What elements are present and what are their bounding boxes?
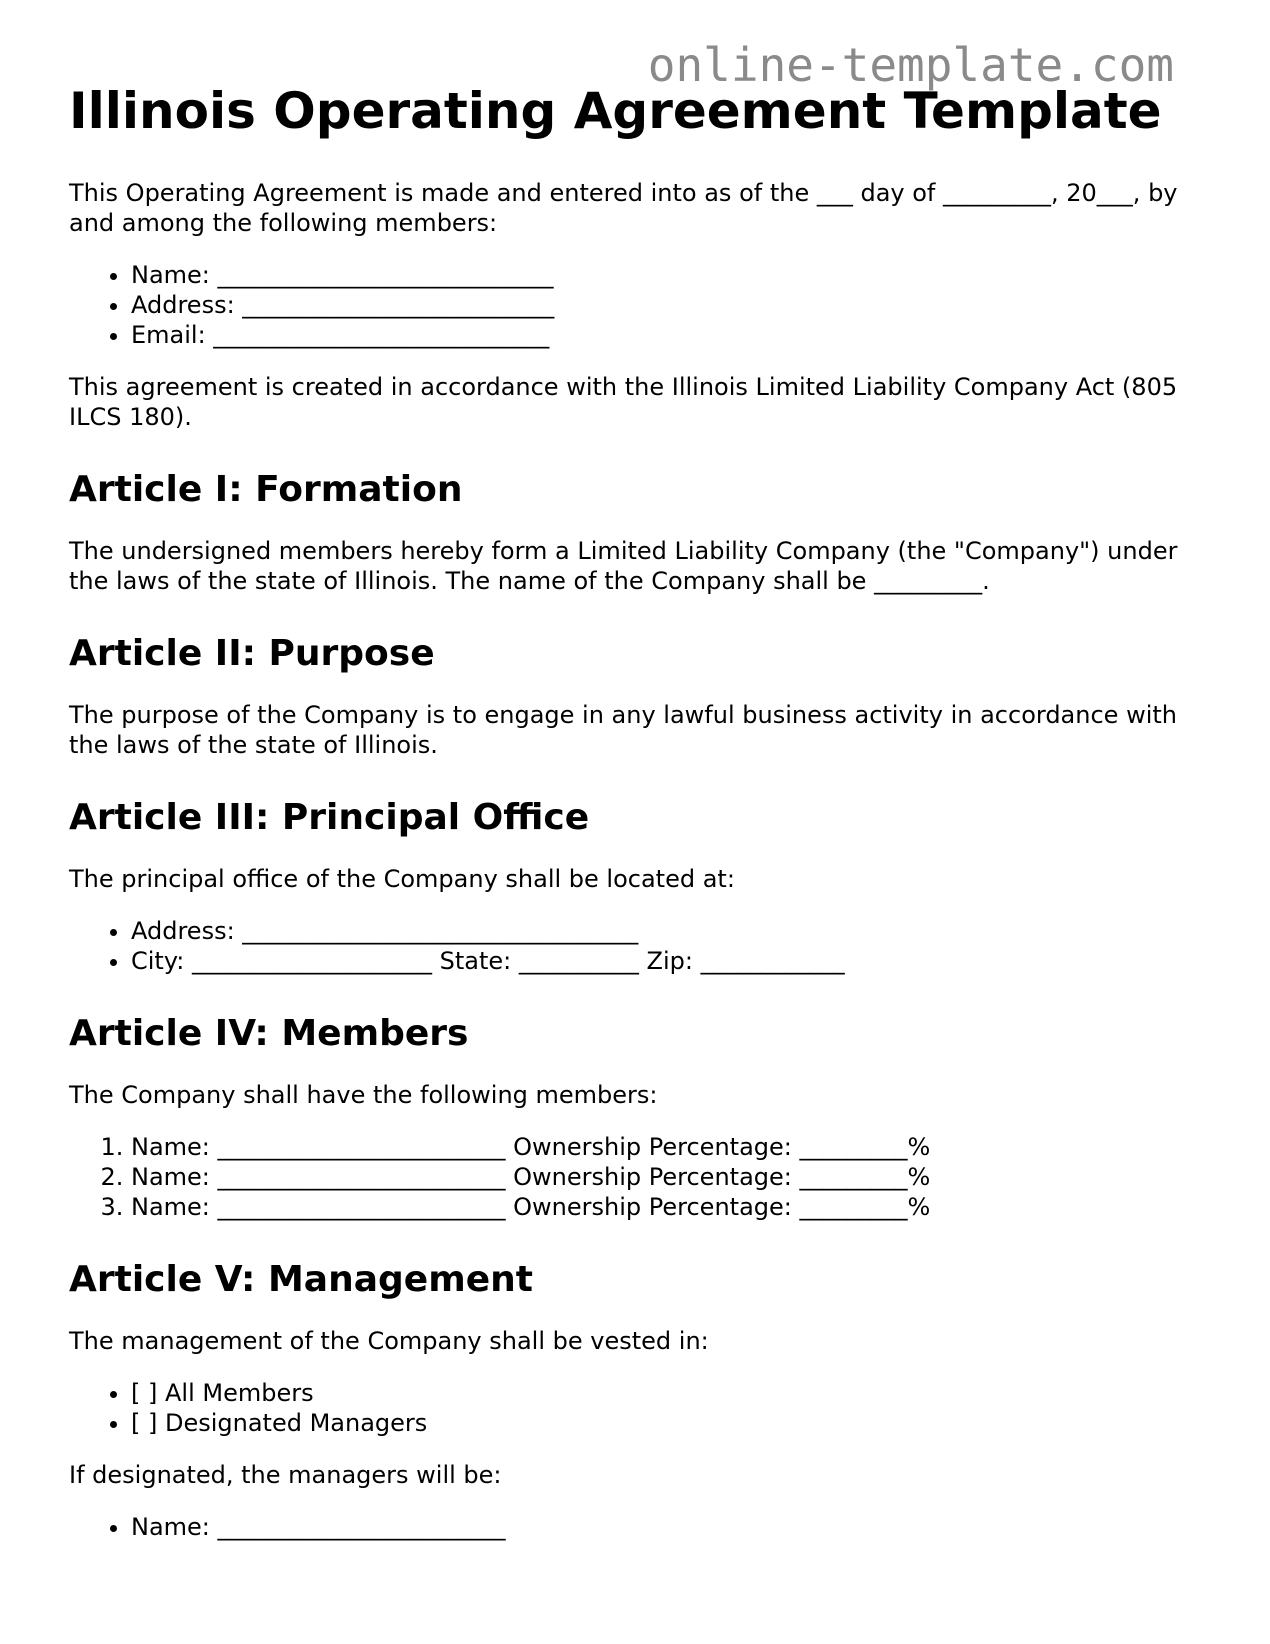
manager-name-field: • Name: ________________________ [131, 1512, 1199, 1542]
option-designated-managers: • [ ] Designated Managers [131, 1408, 1199, 1438]
article-4-text: The Company shall have the following members: [69, 1081, 658, 1109]
intro-member-fields [69, 260, 1199, 350]
management-options [69, 1378, 1199, 1438]
managers-list [69, 1512, 1199, 1542]
document-body [69, 178, 1199, 1564]
act-paragraph: This agreement is created in accordance with the Illinois Limited Liability Company Act (805 ILCS 180). [69, 373, 1178, 431]
page-title: Illinois Operating Agreement Template [69, 82, 1162, 140]
article-1-heading: Article I: Formation [69, 469, 463, 510]
watermark: online-template.com [647, 38, 1174, 92]
article-1-text: The undersigned members hereby form a Limited Liability Company (the "Company") under the laws of the state of Illinois. The name of the Company shall be _________. [69, 537, 1178, 595]
office-city-state-zip-field: • City: ____________________ State: __________ Zip: ____________ [131, 946, 1199, 976]
intro-name-field: • Name: ____________________________ [131, 260, 1199, 290]
article-4-heading: Article IV: Members [69, 1013, 469, 1054]
article-2-heading: Article II: Purpose [69, 633, 435, 674]
article-5-heading: Article V: Management [69, 1259, 533, 1300]
office-address-fields [69, 916, 1199, 976]
article-5-text: The management of the Company shall be vested in: [69, 1327, 709, 1355]
intro-email-field: • Email: ____________________________ [131, 320, 1199, 350]
article-3-heading: Article III: Principal Office [69, 797, 590, 838]
designated-managers-text: If designated, the managers will be: [69, 1461, 502, 1489]
members-list [69, 1132, 1199, 1222]
member-row: 1. Name: ________________________ Ownership Percentage: _________% [131, 1132, 1199, 1162]
article-2-text: The purpose of the Company is to engage in any lawful business activity in accordance with the laws of the state of Illinois. [69, 701, 1177, 759]
office-address-field: • Address: _________________________________ [131, 916, 1199, 946]
article-3-text: The principal office of the Company shall be located at: [69, 865, 735, 893]
member-row: 2. Name: ________________________ Ownership Percentage: _________% [131, 1162, 1199, 1192]
option-all-members: • [ ] All Members [131, 1378, 1199, 1408]
intro-paragraph: This Operating Agreement is made and entered into as of the ___ day of _________, 20___, by and among the following members: [69, 179, 1178, 237]
intro-address-field: • Address: __________________________ [131, 290, 1199, 320]
member-row: 3. Name: ________________________ Ownership Percentage: _________% [131, 1192, 1199, 1222]
